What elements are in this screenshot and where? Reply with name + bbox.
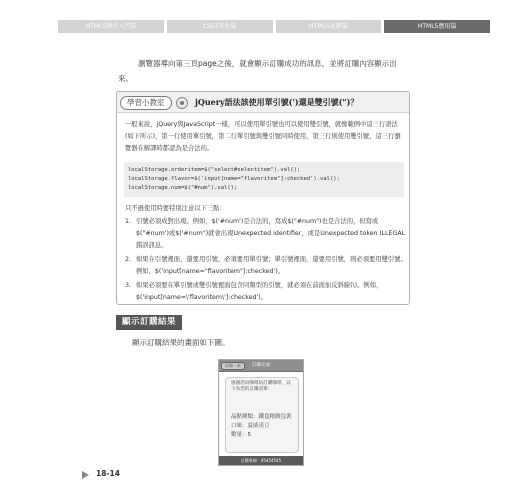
order-card	[225, 377, 299, 453]
tip-header	[117, 92, 409, 113]
order-details	[231, 413, 292, 440]
intro-paragraph: 瀏覽器導向第三頁page之後，就會顯示訂購成功的訊息，並將訂購內容顯示出來。	[118, 59, 397, 83]
chapter-tab: CSS3美化篇	[167, 20, 273, 33]
figure-caption: 顯示訂購結果的畫面如下圖。	[132, 338, 230, 347]
page-number: 18-14	[96, 469, 120, 478]
note-item	[125, 254, 407, 278]
order-detail-quantity: 數量：5	[231, 432, 251, 438]
notes-list	[125, 216, 407, 306]
note-item	[125, 280, 407, 304]
order-message: 感謝您向咖啡坊訂購咖啡，以下為您的訂購清單：	[231, 381, 291, 392]
phone-header-bar	[219, 360, 303, 372]
phone-screenshot	[218, 359, 304, 466]
tip-box	[116, 91, 410, 305]
page-arrow-icon	[82, 471, 89, 479]
code-line: localStorage.num=$("#num").val();	[128, 185, 238, 191]
note-item	[125, 216, 407, 252]
note-number: 3.	[125, 282, 132, 289]
tip-title: jQuery語法該使用單引號(')還是雙引號(")？	[195, 97, 359, 107]
phone-footer: 訂購專線：45454545	[219, 456, 303, 465]
note-text: 如果必須要在單引號或雙引號裡面包含同類型的引號，就必須在前面加反斜線(\)。例如，$('input[name=\'flavoritem\']:checked')。	[136, 282, 383, 301]
back-button[interactable]: 回第一頁	[221, 362, 245, 370]
note-number: 1.	[125, 218, 132, 225]
chapter-tab: HTML5網頁入門篇	[58, 20, 164, 33]
code-block	[124, 162, 404, 197]
chapter-tabs	[58, 20, 490, 33]
bullet-icon	[176, 97, 188, 109]
tip-body: 一般來說，jQuery與JavaScript一樣，可以使用單引號也可以使用雙引號，就像範例中這三行語法(如下所示)，第一行使用單引號，第二行單引號與雙引號同時使用，第三行則使用雙引號，這三行瀏覽器在解譯時都認為是合法的。	[125, 121, 401, 152]
note-text: 如果在引號裡面，還要用引號，必須要用單引號；單引號裡面，還要用引號，則必須要用雙引號。例如，$('input[name="flavoritem"]:checked')。	[136, 256, 407, 275]
order-detail-item: 品點種類：鐵盒精緻包裝	[231, 414, 292, 420]
note-lead: 只不過使用時要特別注意以下三點：	[125, 205, 226, 212]
order-detail-flavor: 口味：夏威夷豆	[231, 423, 270, 429]
note-number: 2.	[125, 256, 132, 263]
phone-title: 訂購完成	[252, 363, 270, 368]
tip-tag: 學習小教室	[120, 96, 172, 110]
chapter-tab: HTML5進階篇	[276, 20, 382, 33]
chapter-tab-active: HTML5應用篇	[384, 20, 490, 33]
section-heading: 顯示訂購結果	[116, 315, 182, 330]
code-line: localStorage.orderitem=$("select#selectitem").val();	[128, 167, 301, 173]
note-text: 引號必須成對出現。例如，$('#num')是合法的，寫成$("#num")也是合法的，但寫成$("#num')或$('#num")就會出現Unexpected identifier，或是Unexpected token ILLEGAL錯誤訊息。	[136, 218, 406, 249]
code-line: localStorage.flavor=$('input[name="flavoritem"]:checked').val();	[128, 176, 340, 182]
